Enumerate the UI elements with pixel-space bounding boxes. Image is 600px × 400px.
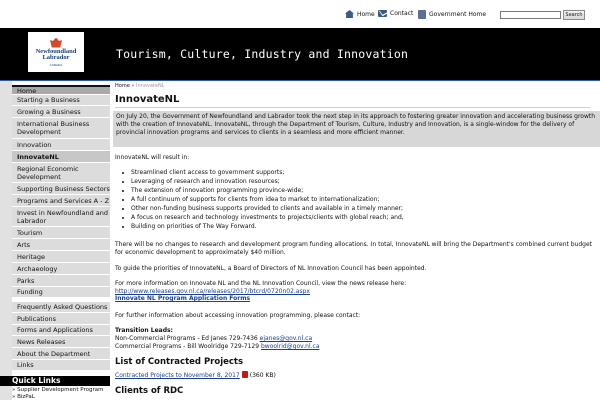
nav-side-strip	[0, 81, 12, 400]
nav-item-innovation[interactable]: Innovation	[12, 139, 110, 151]
utility-gov-home-link[interactable]	[418, 10, 486, 19]
search-button[interactable]: Search	[563, 10, 585, 20]
contracted-projects-link[interactable]: Contracted Projects to November 8, 2017	[115, 372, 240, 379]
transition-leads-heading: Transition Leads:	[115, 327, 173, 334]
government-building-icon	[418, 10, 426, 19]
more-info-text: For more information on Innovate NL and the NL Innovation Council, view the news release here:	[115, 280, 407, 287]
contracted-projects-heading: List of Contracted Projects	[115, 357, 244, 367]
funding-paragraph: There will be no changes to research and development program funding allocations. In total, InnovateNL will bring the Department's combined current budget for economic development to approximately $40 million.	[115, 241, 593, 256]
list-item: Leveraging of research and innovation resources;	[122, 177, 592, 186]
result-bullet-list	[122, 168, 592, 231]
breadcrumb-current: InnovateNL	[136, 83, 165, 89]
quick-link-bizpal[interactable]: » BizPaL	[12, 394, 35, 400]
nav-item-funding[interactable]: Funding	[12, 287, 110, 298]
main-content	[110, 81, 600, 400]
logo-line-2: Labrador	[42, 54, 70, 61]
nav-item-growing-a-business[interactable]: Growing a Business	[12, 106, 110, 118]
news-release-link[interactable]: http://www.releases.gov.nl.ca/releases/2017/btcrd/0720n02.aspx	[115, 288, 310, 295]
nav-item-about-the-department[interactable]: About the Department	[12, 348, 110, 360]
left-navigation	[0, 81, 110, 400]
utility-home-label: Home	[357, 10, 375, 18]
nav-item-news-releases[interactable]: News Releases	[12, 336, 110, 348]
lead-non-commercial	[115, 335, 595, 343]
nav-item-heritage[interactable]: Heritage	[12, 251, 110, 263]
utility-contact-label: Contact	[390, 10, 414, 17]
nav-item-supporting-business-sectors[interactable]: Supporting Business Sectors	[12, 183, 110, 195]
bwoolrid-email-link[interactable]: bwoolrid@gov.nl.ca	[261, 343, 320, 350]
file-size: (360 KB)	[249, 372, 276, 379]
search-input[interactable]	[500, 11, 561, 19]
title-divider	[115, 107, 590, 108]
utility-gov-home-label: Government Home	[429, 11, 487, 18]
list-item: A focus on research and technology investments to projects/clients with global reach; and,	[122, 213, 592, 222]
home-icon	[345, 10, 354, 18]
nav-item-faq[interactable]: Frequently Asked Questions	[12, 302, 110, 313]
quick-link-supplier-development[interactable]: » Supplier Development Program	[12, 387, 104, 393]
program-forms-paragraph	[115, 295, 595, 303]
list-item: The extension of innovation programming province-wide;	[122, 186, 592, 195]
clients-of-rdc-heading: Clients of RDC	[115, 386, 184, 396]
nav-item-international-business-development[interactable]: International Business Development	[12, 118, 110, 139]
more-info-paragraph	[115, 280, 595, 296]
breadcrumb-home-link[interactable]: Home	[115, 83, 130, 89]
list-item: Building on priorities of The Way Forward.	[122, 222, 592, 231]
list-item: Streamlined client access to government supports;	[122, 168, 592, 177]
nav-item-parks[interactable]: Parks	[12, 275, 110, 287]
nav-item-publications[interactable]: Publications	[12, 313, 110, 325]
nav-item-forms-and-applications[interactable]: Forms and Applications	[12, 325, 110, 336]
nav-item-home[interactable]: Home	[12, 85, 110, 95]
nav-item-innovatenl[interactable]: InnovateNL	[12, 151, 110, 163]
mail-icon	[378, 10, 387, 17]
nav-item-archaeology[interactable]: Archaeology	[12, 263, 110, 275]
nav-item-tourism[interactable]: Tourism	[12, 227, 110, 239]
list-item: Other non-funding business supports provided to clients and available in a timely manner;	[122, 204, 592, 213]
pitcher-plant-logo-icon	[50, 38, 62, 48]
list-item: A full continuum of supports for clients from idea to market to internationalization;	[122, 195, 592, 204]
ejanes-email-link[interactable]: ejanes@gov.nl.ca	[259, 335, 313, 342]
department-title: Tourism, Culture, Industry and Innovation	[116, 47, 409, 61]
result-intro-text: InnovateNL will result in:	[115, 154, 190, 161]
utility-bar	[0, 0, 600, 28]
council-paragraph: To guide the priorities of InnovateNL, a Board of Directors of NL Innovation Council has been appointed.	[115, 265, 427, 272]
quick-links-heading: Quick Links	[0, 376, 110, 386]
breadcrumb	[115, 83, 164, 89]
utility-home-link[interactable]	[345, 10, 375, 18]
nav-item-regional-economic-development[interactable]: Regional Economic Development	[12, 163, 110, 183]
lead-commercial-text: Commercial Programs - Bill Woolridge 729-7129	[115, 343, 260, 350]
breadcrumb-separator: »	[131, 83, 135, 89]
logo-sub: CANADA	[49, 62, 63, 67]
lead-non-commercial-text: Non-Commercial Programs - Ed Janes 729-7436	[115, 335, 258, 342]
nav-item-links[interactable]: Links	[12, 360, 110, 371]
lead-commercial	[115, 343, 595, 351]
nav-item-arts[interactable]: Arts	[12, 239, 110, 251]
further-info-paragraph: For further information about accessing innovation programming, please contact:	[115, 312, 361, 319]
nav-item-starting-a-business[interactable]: Starting a Business	[12, 95, 110, 106]
nl-logo[interactable]	[28, 32, 84, 72]
intro-callout: On July 20, the Government of Newfoundland and Labrador took the next step in its approach to fostering greater innovation and accelerating business growth with the creation of InnovateNL. InnovateNL, through the Department of Tourism, Culture, Industry and Innovation, is a single-window for the delivery of provincial innovation programs and services to clients in a seamless and more efficient manner.	[113, 111, 600, 147]
page-title: InnovateNL	[115, 94, 180, 105]
utility-contact-link[interactable]	[378, 10, 413, 17]
contracted-projects-paragraph	[115, 371, 595, 380]
nav-item-invest-in-nl[interactable]: Invest in Newfoundland and Labrador	[12, 207, 110, 227]
logo-line-1: Newfoundland	[35, 47, 77, 55]
pdf-icon	[242, 371, 248, 378]
program-application-forms-link[interactable]: Innovate NL Program Application Forms	[115, 295, 251, 302]
nav-item-programs-and-services[interactable]: Programs and Services A - Z	[12, 195, 110, 207]
